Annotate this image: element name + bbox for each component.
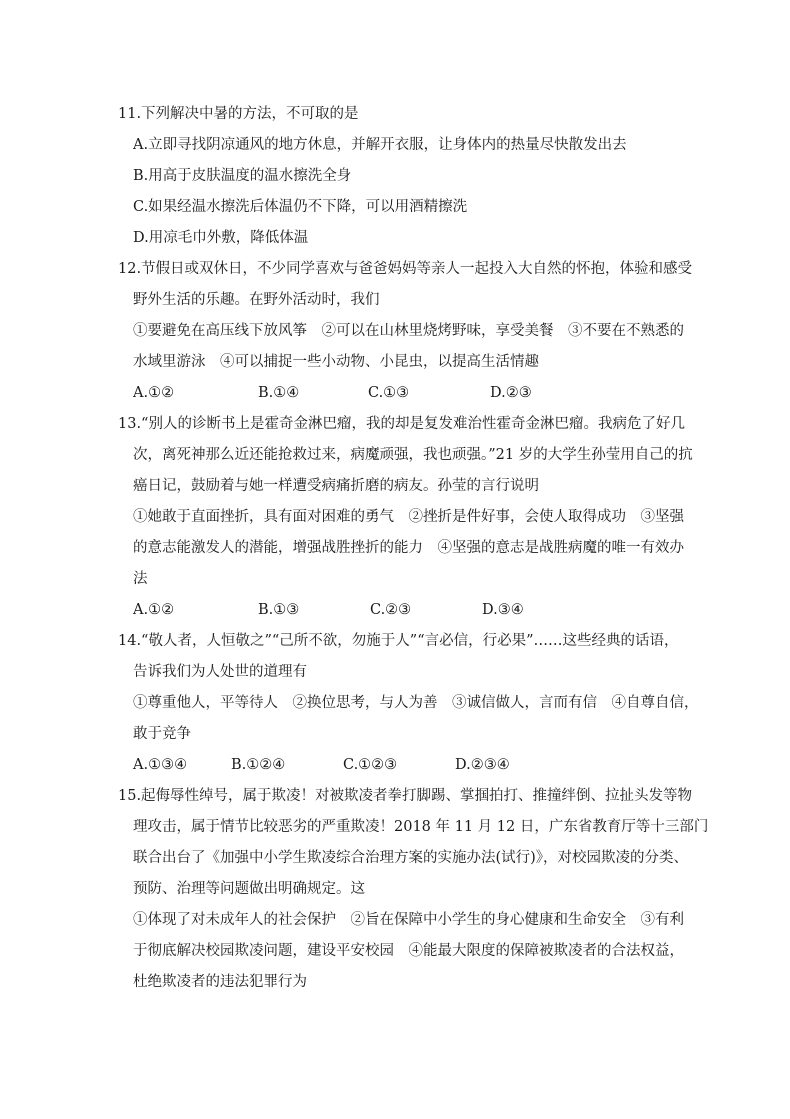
q12-choice-a: A.①② [133, 385, 175, 401]
q15-stem-line: 15.起侮辱性绰号，属于欺凌！对被欺凌者拳打脚踢、掌掴拍打、推撞绊倒、拉扯头发等物 [118, 788, 693, 804]
q11-stem: 11.下列解决中暑的方法，不可取的是 [118, 106, 359, 122]
q12-choice-b: B.①④ [258, 385, 300, 401]
q13-choice-b: B.①③ [258, 602, 300, 618]
q15-statement-line: ①体现了对未成年人的社会保护 ②旨在保障中小学生的身心健康和生命安全 ③有利 [133, 912, 684, 928]
q14-stem-line: 14.“敬人者，人恒敬之”“己所不欲，勿施于人”“言必信，行必果”……这些经典的话语， [118, 633, 679, 649]
q13-stem-line: 13.“别人的诊断书上是霍奇金淋巴瘤，我的却是复发难治性霍奇金淋巴瘤。我病危了好几 [118, 416, 685, 432]
q12-statement-line: 水域里游泳 ④可以捕捉一些小动物、小昆虫，以提高生活情趣 [133, 354, 539, 370]
q13-statement-line: 法 [133, 571, 148, 587]
q11-option-b: B.用高于皮肤温度的温水擦洗全身 [133, 168, 352, 184]
q13-statement-line: 的意志能激发人的潜能，增强战胜挫折的能力 ④坚强的意志是战胜病魔的唯一有效办 [133, 540, 684, 556]
q15-stem-line: 理攻击，属于情节比较恶劣的严重欺凌！2018 年 11 月 12 日，广东省教育厅等十三部门 [133, 819, 709, 835]
q14-stem-line: 告诉我们为人处世的道理有 [133, 664, 307, 680]
q11-option-a: A.立即寻找阴凉通风的地方休息，并解开衣服，让身体内的热量尽快散发出去 [133, 137, 627, 153]
q13-choice-c: C.②③ [370, 602, 412, 618]
q13-choice-d: D.③④ [482, 602, 524, 618]
q14-choice-a: A.①③④ [133, 757, 188, 773]
q12-statement-line: ①要避免在高压线下放风筝 ②可以在山林里烧烤野味，享受美餐 ③不要在不熟悉的 [133, 323, 684, 339]
q14-statement-line: ①尊重他人，平等待人 ②换位思考，与人为善 ③诚信做人，言而有信 ④自尊自信， [133, 695, 699, 711]
q12-choice-c: C.①③ [368, 385, 410, 401]
q13-choice-a: A.①② [133, 602, 175, 618]
q15-statement-line: 杜绝欺凌者的违法犯罪行为 [133, 974, 307, 990]
q14-statement-line: 敢于竞争 [133, 726, 191, 742]
q13-statement-line: ①她敢于直面挫折，具有面对困难的勇气 ②挫折是件好事，会使人取得成功 ③坚强 [133, 509, 684, 525]
q14-choice-b: B.①②④ [231, 757, 286, 773]
q14-choice-d: D.②③④ [455, 757, 510, 773]
q12-choice-d: D.②③ [490, 385, 532, 401]
q15-stem-line: 预防、治理等问题做出明确规定。这 [133, 881, 365, 897]
q15-statement-line: 于彻底解决校园欺凌问题，建设平安校园 ④能最大限度的保障被欺凌者的合法权益， [133, 943, 684, 959]
q12-stem-line: 12.节假日或双休日，不少同学喜欢与爸爸妈妈等亲人一起投入大自然的怀抱，体验和感受 [118, 261, 693, 277]
q11-option-d: D.用凉毛巾外敷，降低体温 [133, 230, 309, 246]
q12-stem-line: 野外生活的乐趣。在野外活动时，我们 [133, 292, 380, 308]
q13-stem-line: 次，离死神那么近还能抢救过来，病魔顽强，我也顽强。”21 岁的大学生孙莹用自己的抗 [133, 447, 693, 463]
q11-option-c: C.如果经温水擦洗后体温仍不下降，可以用酒精擦洗 [133, 199, 468, 215]
q14-choice-c: C.①②③ [343, 757, 398, 773]
q15-stem-line: 联合出台了《加强中小学生欺凌综合治理方案的实施办法(试行)》，对校园欺凌的分类、 [133, 850, 689, 866]
q13-stem-line: 癌日记，鼓励着与她一样遭受病痛折磨的病友。孙莹的言行说明 [133, 478, 539, 494]
